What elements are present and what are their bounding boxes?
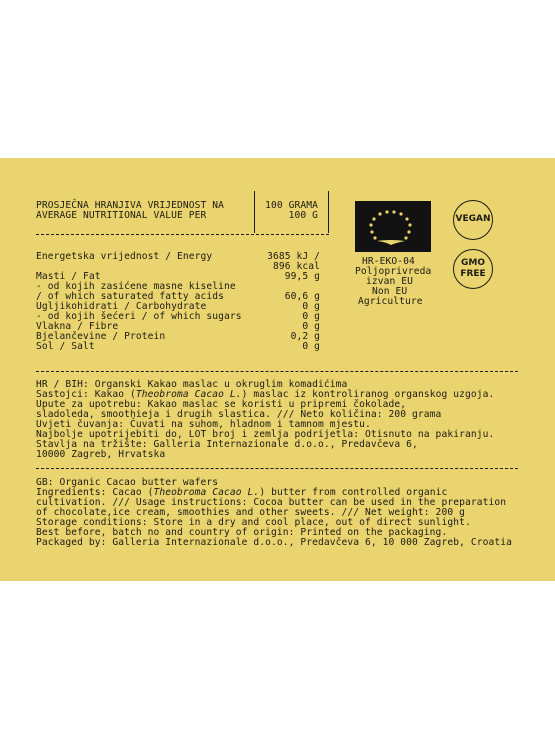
gb-usage-cont: of chocolate,ice cream, smoothies and other sweets. /// Net weight: 200 g	[36, 507, 465, 518]
header-title-hr: PROSJEČNA HRANJIVA VRIJEDNOST NA	[36, 200, 225, 211]
cert-code: HR-EKO-04	[362, 256, 415, 267]
vegan-badge-text: VEGAN	[455, 214, 491, 224]
nutrient-label: Sol / Salt	[36, 341, 95, 352]
nutrient-label: / of which saturated fatty acids	[36, 291, 225, 302]
nutrient-label: Bjelančevine / Protein	[36, 331, 166, 342]
cert-line2: izvan EU	[366, 276, 414, 287]
gmo-badge-text: GMO	[461, 258, 485, 268]
gb-ingredients-latin: Theobroma Cacao L.	[153, 487, 260, 498]
gb-ingredients-c: ) butter from controlled organic	[259, 487, 448, 498]
nutrient-value: 99,5 g	[284, 271, 320, 282]
hr-ingredients-c: ) maslac iz kontroliranog organskog uzgoja.	[241, 389, 495, 400]
nutrient-value: 60,6 g	[284, 291, 320, 302]
hr-storage: Uvjeti čuvanja: Čuvati na suhom, hladnom i tamnom mjestu.	[36, 419, 371, 430]
gb-storage: Storage conditions: Store in a dry and cool place, out of direct sunlight.	[36, 517, 471, 528]
gb-usage: cultivation. /// Usage instructions: Cocoa butter can be used in the preparation	[36, 497, 507, 508]
eu-organic-leaf-icon	[355, 201, 431, 252]
nutrient-label: Vlakna / Fibre	[36, 321, 119, 332]
energy-kcal: 896 kcal	[272, 261, 320, 272]
section-separator	[36, 468, 518, 469]
column-divider	[328, 191, 329, 233]
nutrient-value: 0 g	[302, 321, 320, 332]
header-title-en: AVERAGE NUTRITIONAL VALUE PER	[36, 210, 207, 221]
nutrient-label: - od kojih šećeri / of which sugars	[36, 311, 242, 322]
hr-title: HR / BIH: Organski Kakao maslac u okruglim komadićima	[36, 379, 348, 390]
gb-packaged-by: Packaged by: Galleria Internazionale d.o.o., Predavčeva 6, 10 000 Zagreb, Croatia	[36, 537, 512, 548]
nutrient-value: 0,2 g	[290, 331, 320, 342]
header-separator	[36, 234, 329, 235]
free-badge-text: FREE	[460, 269, 486, 279]
gb-title: GB: Organic Cacao butter wafers	[36, 477, 219, 488]
hr-usage: Upute za upotrebu: Kakao maslac se koristi u pripremi čokolade,	[36, 399, 407, 410]
hr-address: 10000 Zagreb, Hrvatska	[36, 449, 166, 460]
gmo-free-badge-icon	[453, 249, 493, 289]
vegan-badge-icon	[453, 200, 493, 240]
cert-line3: Non EU	[372, 286, 408, 297]
gb-best-before: Best before, batch no and country of origin: Printed on the packaging.	[36, 527, 448, 538]
header-divider	[254, 191, 255, 233]
hr-ingredients-latin: Theobroma Cacao L.	[135, 389, 242, 400]
gb-ingredients-a: Ingredients: Cacao (	[36, 487, 154, 498]
header-per-hr: 100 GRAMA	[265, 200, 318, 211]
section-separator	[36, 371, 518, 372]
nutrient-label: Ugljikohidrati / Carbohydrate	[36, 301, 207, 312]
hr-usage-cont: sladoleda, smoothieja i drugih slastica. /// Neto količina: 200 grama	[36, 409, 442, 420]
nutrient-value: 0 g	[302, 341, 320, 352]
cert-line1: Poljoprivreda	[355, 266, 432, 277]
nutrient-label: - od kojih zasićene masne kiseline	[36, 281, 236, 292]
hr-distributor: Stavlja na tržište: Galleria Internazionale d.o.o., Predavčeva 6,	[36, 439, 418, 450]
hr-best-before: Najbolje upotrijebiti do, LOT broj i zemlja podrijetla: Otisnuto na pakiranju.	[36, 429, 495, 440]
energy-kj: 3685 kJ /	[267, 251, 320, 262]
nutrient-label: Masti / Fat	[36, 271, 101, 282]
header-per-en: 100 G	[288, 210, 318, 221]
hr-ingredients-a: Sastojci: Kakao (	[36, 389, 136, 400]
nutrient-value: 0 g	[302, 311, 320, 322]
cert-line4: Agriculture	[358, 296, 423, 307]
energy-label: Energetska vrijednost / Energy	[36, 251, 213, 262]
nutrient-value: 0 g	[302, 301, 320, 312]
